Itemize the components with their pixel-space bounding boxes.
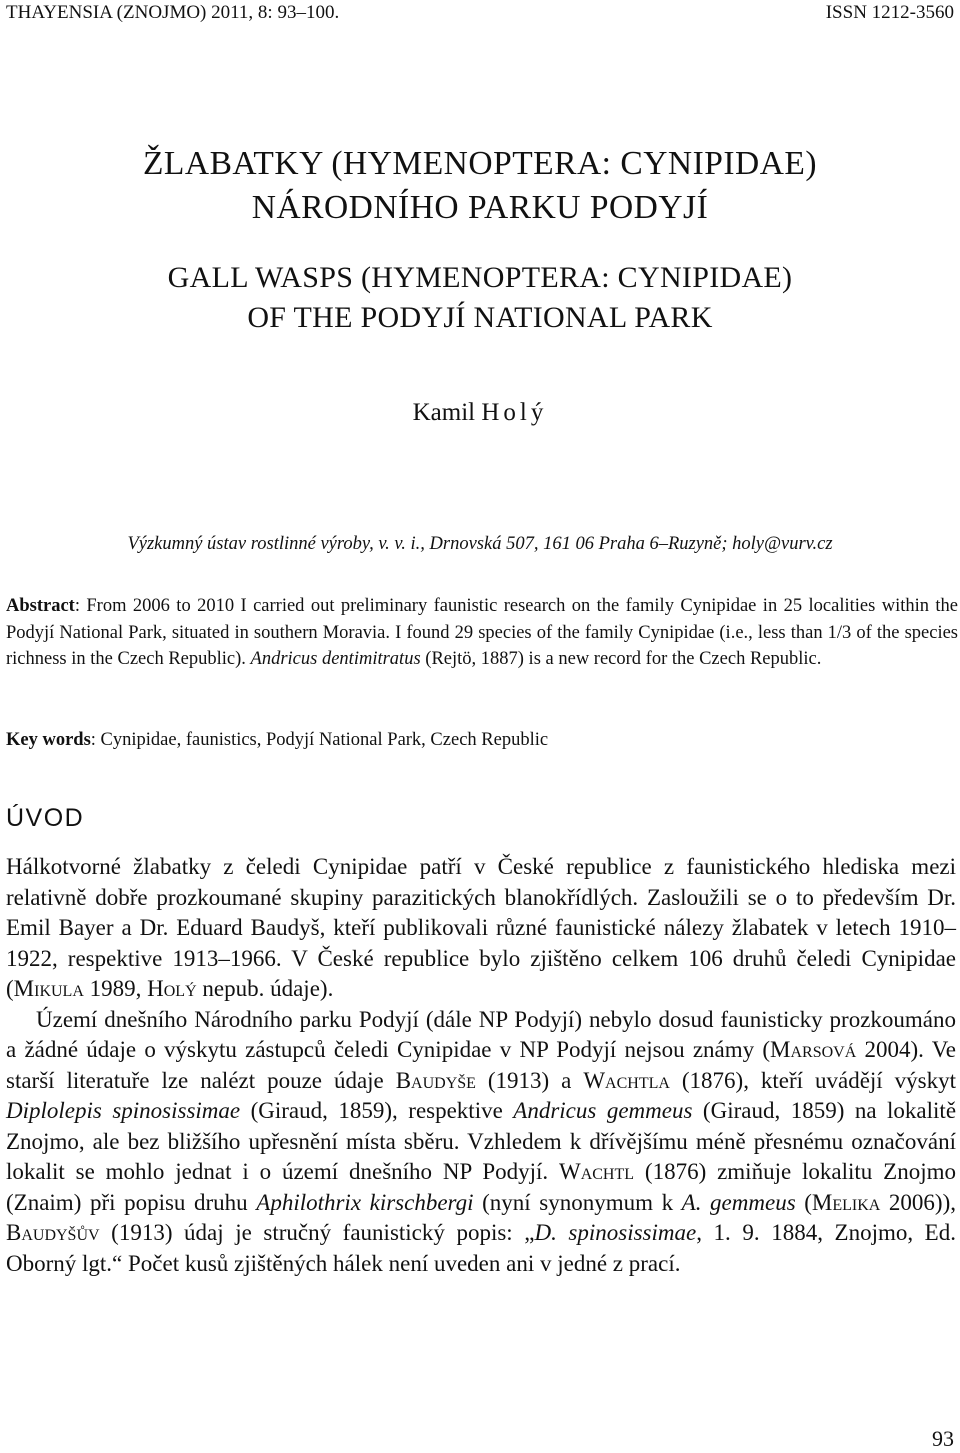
keywords-text: : Cynipidae, faunistics, Podyjí National Park, Czech Republic	[90, 730, 549, 750]
text-run: 1989,	[83, 976, 148, 1001]
title-czech-line-1: ŽLABATKY (HYMENOPTERA: CYNIPIDAE)	[142, 145, 818, 182]
title-czech	[0, 142, 960, 230]
abstract	[6, 593, 958, 673]
text-run: 2006)),	[880, 1189, 956, 1215]
text-run: (Giraud, 1859), respektive	[240, 1098, 514, 1123]
text-run: Hálkotvorné žlabatky z čeledi Cynipidae patří v České republice z faunistického hlediska mezi relativně dobře prozkoumané skupiny parazitických blanokřídlých. Zasloužili se o to především Dr. Emil Bayer a Dr. Eduard Baudyš, kteří publikovali různé faunistické nálezy žlabatek v letech 1910–1922, respektive 1913–1966. V České republice bylo zjištěno celkem 106 druhů čeledi Cynipidae (	[6, 854, 956, 1001]
text-run: (1913) údaj je stručný faunistický popis: „	[99, 1220, 535, 1245]
paragraph-1	[6, 852, 956, 1005]
author-citation: Wachtla	[583, 1067, 670, 1093]
author-first-name: Kamil	[412, 399, 476, 426]
keywords-label: Key words	[6, 730, 91, 750]
abstract-text: : From 2006 to 2010 I carried out preliminary faunistic research on the family Cynipidae in 25 localities within the Podyjí National Park, situated in southern Moravia. I found 29 species of the family Cynipidae (i.e., less than 1/3 of the species richness in the Czech Republic).	[6, 596, 958, 669]
species-name: A. gemmeus	[681, 1189, 796, 1215]
species-name: D. spinosissimae	[534, 1220, 697, 1245]
title-english	[0, 258, 960, 338]
text-run: , 1. 9. 1884, Znojmo, Ed. Oborný lgt.“ Počet kusů zjištěných hálek není uveden ani v jedné z prací.	[6, 1220, 956, 1276]
abstract-label: Abstract	[6, 596, 75, 616]
abstract-species-name: Andricus dentimitratus	[250, 649, 421, 669]
author	[0, 399, 960, 427]
text-run: nepub. údaje).	[196, 976, 334, 1001]
species-name: Aphilothrix kirschbergi	[256, 1189, 474, 1215]
text-run: (Giraud, 1859) na lokalitě Znojmo, ale bez bližšího upřesnění místa sběru. Vzhledem k dřívějšímu méně přesnému označování lokalit se mohlo jednat i o území dnešního NP Podyjí.	[6, 1098, 957, 1184]
abstract-text-end: (Rejtö, 1887) is a new record for the Czech Republic.	[420, 649, 822, 669]
keywords	[6, 730, 958, 751]
author-citation: Marsová	[770, 1037, 857, 1062]
issn: ISSN 1212-3560	[825, 2, 954, 23]
author-citation: Holý	[147, 976, 197, 1001]
author-citation: Melika	[811, 1189, 881, 1215]
text-run: Území dnešního Národního parku Podyjí (dále NP Podyjí) nebylo dosud faunisticky prozkoumáno a žádné údaje o výskytu zástupců čeledi Cynipidae v NP Podyjí nejsou známy (	[6, 1006, 956, 1062]
text-run: (	[795, 1189, 812, 1215]
author-citation: Baudyše	[395, 1067, 476, 1093]
text-run: 2004). Ve starší literatuře lze nalézt pouze údaje	[6, 1037, 957, 1093]
title-english-line-2: OF THE PODYJÍ NATIONAL PARK	[247, 301, 713, 334]
journal-citation: THAYENSIA (ZNOJMO) 2011, 8: 93–100.	[6, 2, 340, 23]
species-name: Andricus gemmeus	[513, 1098, 693, 1123]
text-run: (1913) a	[475, 1067, 584, 1093]
species-name: Diplolepis spinosissimae	[6, 1098, 241, 1123]
text-run: (nyní synonymum k	[473, 1189, 682, 1215]
body-text	[6, 852, 956, 1279]
affiliation: Výzkumný ústav rostlinné výroby, v. v. i., Drnovská 507, 161 06 Praha 6–Ruzyně; holy@vurv.cz	[127, 534, 833, 554]
paragraph-2	[6, 1005, 956, 1280]
author-citation: Mikula	[13, 976, 84, 1001]
text-run: (1876) zmiňuje lokalitu Znojmo (Znaim) při popisu druhu	[6, 1159, 956, 1215]
title-english-line-1: GALL WASPS (HYMENOPTERA: CYNIPIDAE)	[167, 261, 793, 294]
author-surname: Holý	[481, 399, 548, 426]
section-heading: ÚVOD	[6, 804, 85, 832]
title-czech-line-2: NÁRODNÍHO PARKU PODYJÍ	[251, 189, 709, 226]
author-citation: Baudyšův	[6, 1220, 100, 1245]
text-run: (1876), kteří uvádějí výskyt	[669, 1067, 956, 1093]
page-number: 93	[932, 1426, 954, 1451]
author-citation: Wachtl	[559, 1159, 635, 1184]
